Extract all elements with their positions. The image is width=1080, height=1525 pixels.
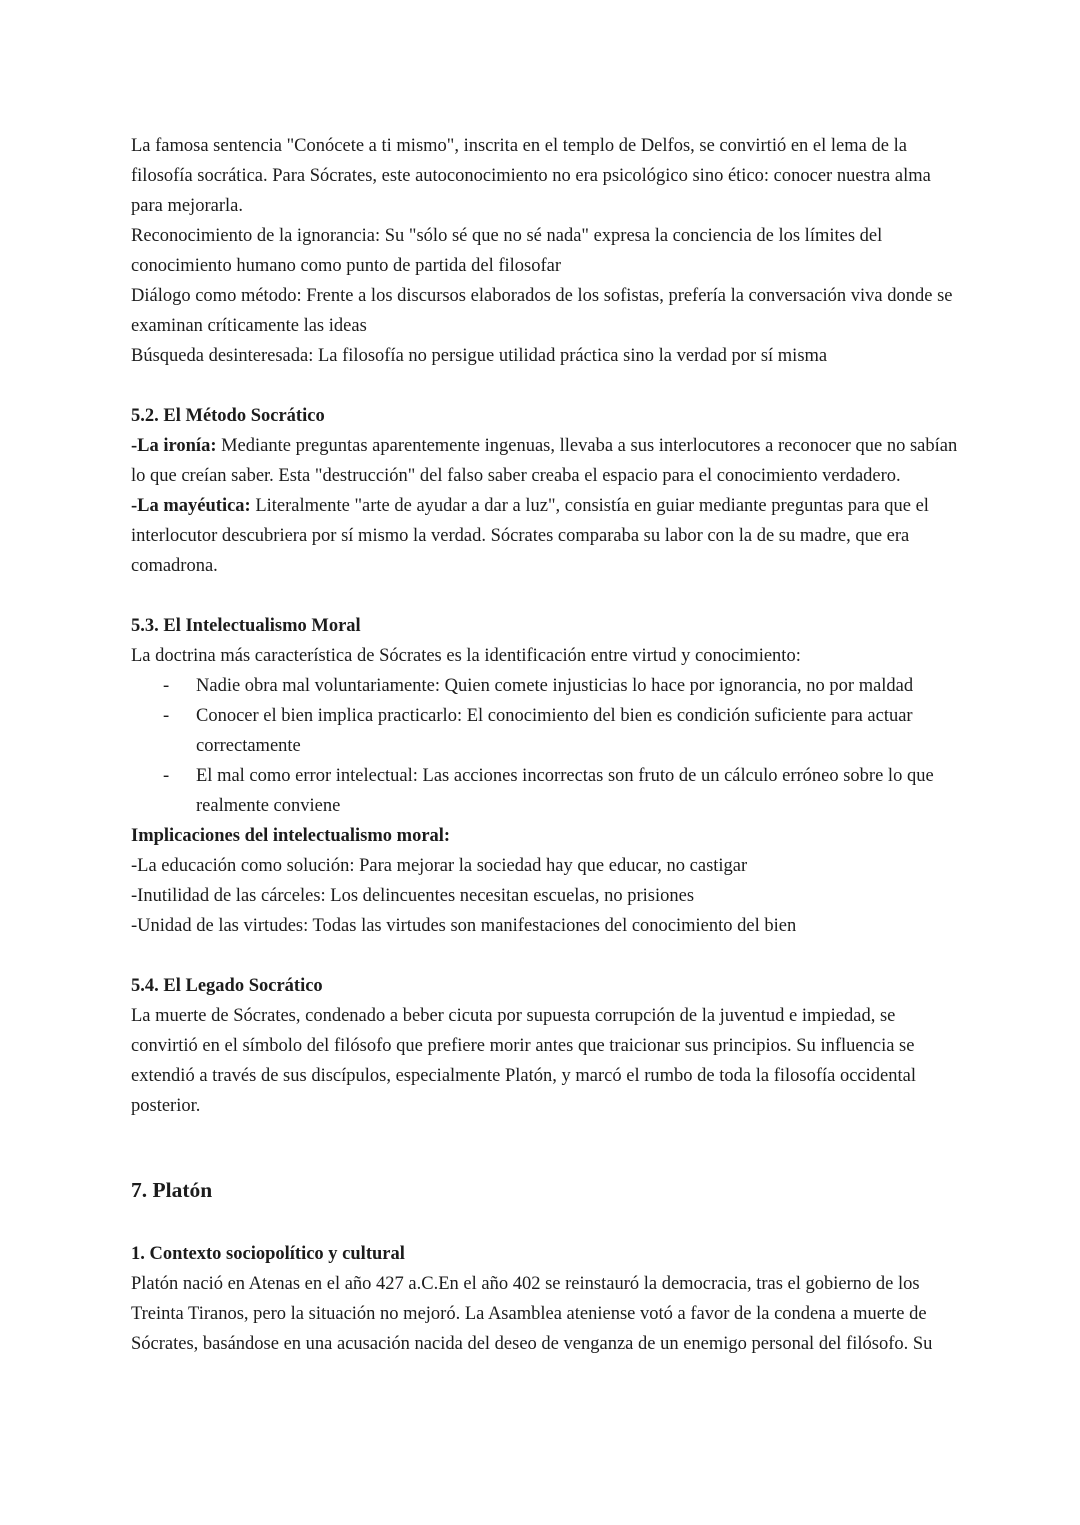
list-item-text: Nadie obra mal voluntariamente: Quien comete injusticias lo hace por ignorancia, no por maldad xyxy=(196,676,914,696)
doctrine-intro: La doctrina más característica de Sócrates es la identificación entre virtud y conocimiento: xyxy=(131,646,801,666)
doctrine-list xyxy=(131,671,961,821)
ignorance-paragraph: Reconocimiento de la ignorancia: Su "sólo sé que no sé nada" expresa la conciencia de los límites del conocimiento humano como punto de partida del filosofar xyxy=(131,226,883,276)
maieutics-text: Literalmente "arte de ayudar a dar a luz", consistía en guiar mediante preguntas para que el interlocutor descubriera por sí mismo la verdad. Sócrates comparaba su labor con la de su madre, que era comadrona. xyxy=(131,496,929,576)
spacer xyxy=(131,1121,961,1175)
implications-heading: Implicaciones del intelectualismo moral: xyxy=(131,826,451,846)
spacer xyxy=(131,371,961,401)
context-paragraph: Platón nació en Atenas en el año 427 a.C.En el año 402 se reinstauró la democracia, tras el gobierno de los Treinta Tiranos, pero la situación no mejoró. La Asamblea ateniense votó a favor de la condena a muerte de Sócrates, basándose en una acusación nacida del deseo de venganza de un enemigo personal del filósofo. Su xyxy=(131,1274,933,1354)
intro-paragraph: La famosa sentencia "Conócete a ti mismo", inscrita en el templo de Delfos, se convirtió en el lema de la filosofía socrática. Para Sócrates, este autoconocimiento no era psicológico sino ético: conocer nuestra alma para mejorarla. xyxy=(131,136,931,216)
list-item-text: Conocer el bien implica practicarlo: El conocimiento del bien es condición suficiente para actuar correctamente xyxy=(196,706,913,756)
dialogue-paragraph: Diálogo como método: Frente a los discursos elaborados de los sofistas, prefería la conversación viva donde se examinan críticamente las ideas xyxy=(131,286,953,336)
implication-line: -La educación como solución: Para mejorar la sociedad hay que educar, no castigar xyxy=(131,856,748,876)
spacer xyxy=(131,941,961,971)
disinterested-paragraph: Búsqueda desinteresada: La filosofía no persigue utilidad práctica sino la verdad por sí misma xyxy=(131,346,828,366)
subsection-heading-context: 1. Contexto sociopolítico y cultural xyxy=(131,1244,405,1264)
chapter-heading-platon: 7. Platón xyxy=(131,1178,213,1202)
section-heading-5-3: 5.3. El Intelectualismo Moral xyxy=(131,616,361,636)
dash-bullet: - xyxy=(163,766,170,786)
list-item xyxy=(163,671,961,701)
irony-text: Mediante preguntas aparentemente ingenuas, llevaba a sus interlocutores a reconocer que no sabían lo que creían saber. Esta "destrucción" del falso saber creaba el espacio para el conocimiento verdadero. xyxy=(131,436,958,486)
legacy-paragraph: La muerte de Sócrates, condenado a beber cicuta por supuesta corrupción de la juventud e impiedad, se convirtió en el símbolo del filósofo que prefiere morir antes que traicionar sus principios. Su influencia se extendió a través de sus discípulos, especialmente Platón, y marcó el rumbo de toda la filosofía occidental posterior. xyxy=(131,1006,916,1116)
spacer xyxy=(131,581,961,611)
section-heading-5-4: 5.4. El Legado Socrático xyxy=(131,976,323,996)
dash-bullet: - xyxy=(163,706,170,726)
dash-bullet: - xyxy=(163,676,170,696)
implication-line: -Inutilidad de las cárceles: Los delincuentes necesitan escuelas, no prisiones xyxy=(131,886,695,906)
document-page xyxy=(131,131,961,1359)
list-item-text: El mal como error intelectual: Las acciones incorrectas son fruto de un cálculo erróneo sobre lo que realmente conviene xyxy=(196,766,934,816)
list-item xyxy=(163,701,961,761)
irony-lead: -La ironía: xyxy=(131,436,217,456)
irony-paragraph xyxy=(131,431,961,491)
implication-line: -Unidad de las virtudes: Todas las virtudes son manifestaciones del conocimiento del bien xyxy=(131,916,797,936)
section-heading-5-2: 5.2. El Método Socrático xyxy=(131,406,325,426)
spacer xyxy=(131,1205,961,1239)
list-item xyxy=(163,761,961,821)
maieutics-lead: -La mayéutica: xyxy=(131,496,251,516)
maieutics-paragraph xyxy=(131,491,961,581)
